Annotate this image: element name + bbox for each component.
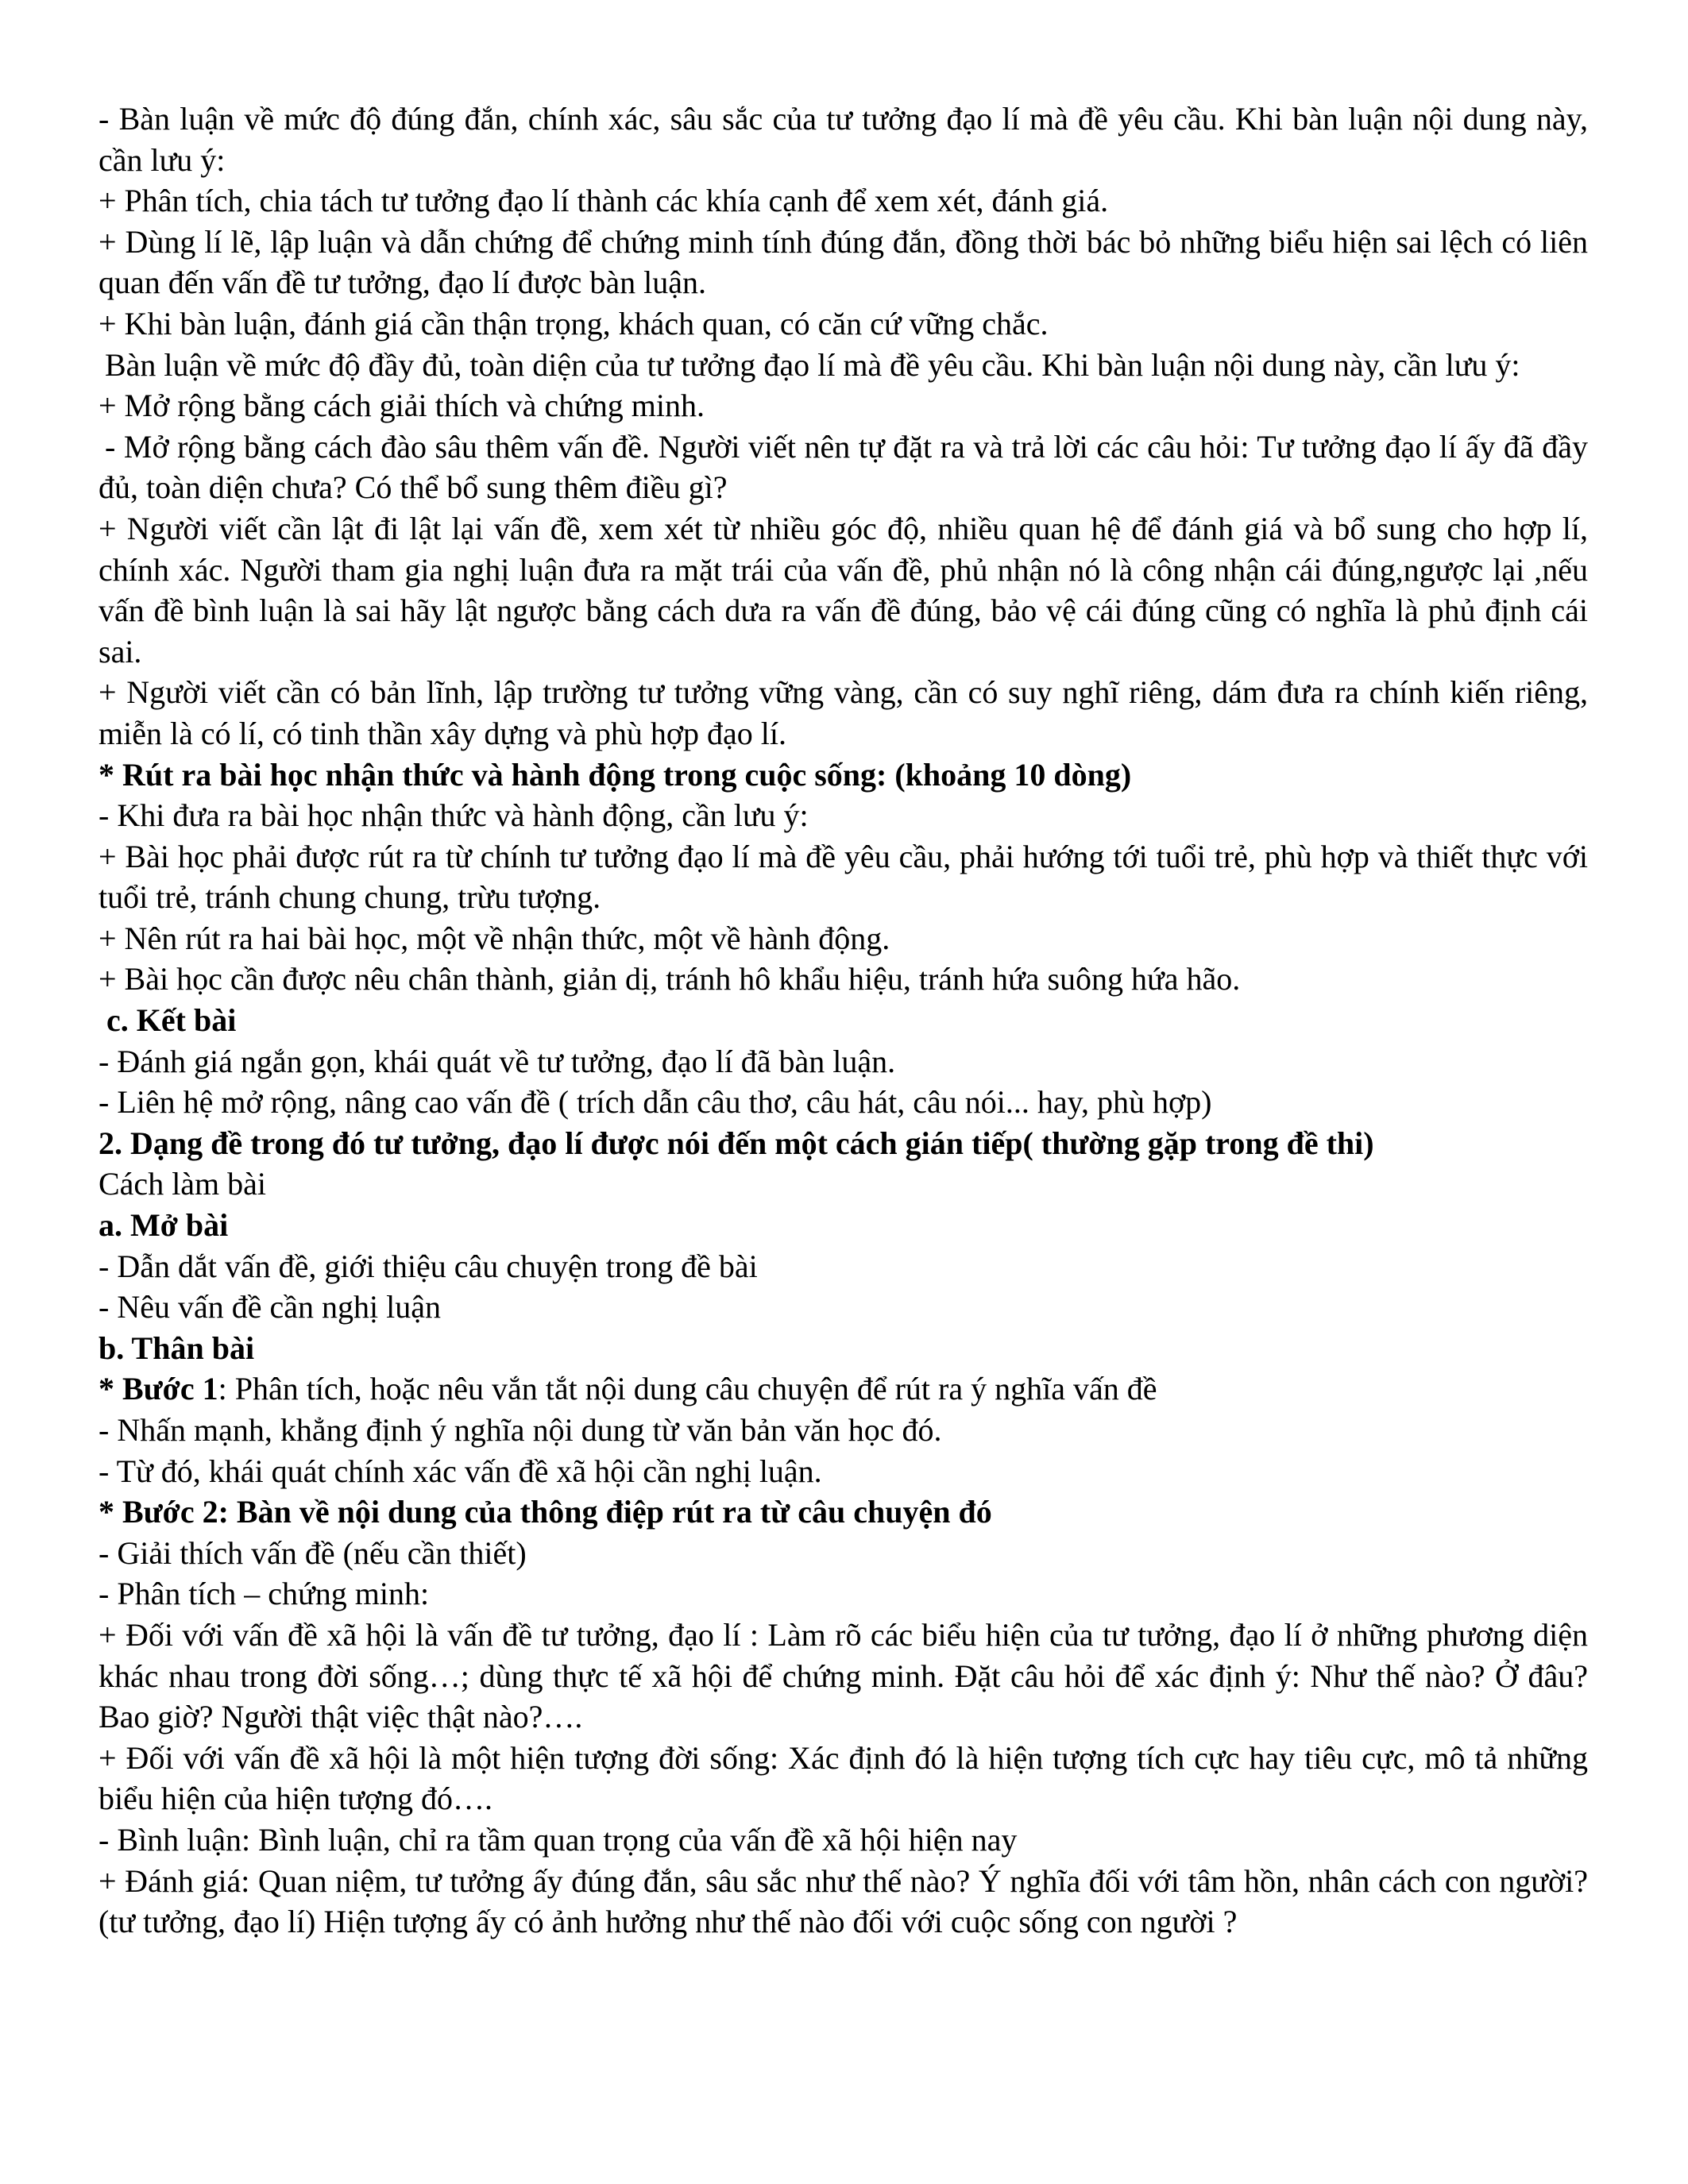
paragraph-mo-rong-giai-thich: + Mở rộng bằng cách giải thích và chứng minh.: [98, 388, 705, 424]
paragraph-chan-thanh: + Bài học cần được nêu chân thành, giản dị, tránh hô khẩu hiệu, tránh hứa suông hứa hão.: [98, 961, 1241, 997]
paragraph-hien-tuong-doi-song: + Đối với vấn đề xã hội là một hiện tượng đời sống: Xác định đó là hiện tượng tích cực hay tiêu cực, mô tả những biểu hiện của hiện tượng đó….: [98, 1739, 1588, 1817]
paragraph-buoc-1: [98, 1368, 1588, 1410]
paragraph-dung-li-le: + Dùng lí lẽ, lập luận và dẫn chứng để chứng minh tính đúng đắn, đồng thời bác bỏ những biểu hiện sai lệch có liên quan đến vấn đề tư tưởng, đạo lí được bàn luận.: [98, 223, 1588, 301]
paragraph-cach-lam-bai: Cách làm bài: [98, 1166, 267, 1202]
paragraph-giai-thich: - Giải thích vấn đề (nếu cần thiết): [98, 1534, 527, 1571]
heading-than-bai: b. Thân bài: [98, 1329, 255, 1366]
heading-mo-bai: a. Mở bài: [98, 1207, 229, 1244]
paragraph-ban-luan-day-du: Bàn luận về mức độ đầy đủ, toàn diện của tư tưởng đạo lí mà đề yêu cầu. Khi bàn luận nội dung này, cần lưu ý:: [105, 346, 1520, 383]
heading-dang-de-gian-tiep: 2. Dạng đề trong đó tư tưởng, đạo lí được nói đến một cách gián tiếp( thường gặp trong đề thi): [98, 1125, 1374, 1161]
paragraph-than-trong: + Khi bàn luận, đánh giá cần thận trọng, khách quan, có căn cứ vững chắc.: [98, 305, 1049, 341]
paragraph-lat-di-lat-lai: + Người viết cần lật đi lật lại vấn đề, xem xét từ nhiều góc độ, nhiều quan hệ để đánh giá và bổ sung cho hợp lí, chính xác. Người tham gia nghị luận đưa ra mặt trái của vấn đề, phủ nhận nó là công nhận cái đúng,ngược lại ,nếu vấn đề bình luận là sai hãy lật ngược bằng cách dưa ra vấn đề đúng, bảo vệ cái đúng cũng có nghĩa là phủ định cái sai.: [98, 510, 1588, 669]
paragraph-ban-luan-dung-dan: - Bàn luận về mức độ đúng đắn, chính xác, sâu sắc của tư tưởng đạo lí mà đề yêu cầu. Khi bàn luận nội dung này, cần lưu ý:: [98, 101, 1588, 178]
text-buoc-1: : Phân tích, hoặc nêu vắn tắt nội dung câu chuyện để rút ra ý nghĩa vấn đề: [218, 1371, 1157, 1407]
paragraph-khi-dua-ra-bai-hoc: - Khi đưa ra bài học nhận thức và hành động, cần lưu ý:: [98, 797, 809, 834]
paragraph-tu-tuong-dao-li: + Đối với vấn đề xã hội là vấn đề tư tưởng, đạo lí : Làm rõ các biểu hiện của tư tưởng, đạo lí ở những phương diện khác nhau trong đời sống…; dùng thực tế xã hội để chứng minh. Đặt câu hỏi để xác định ý: Như thế nào? Ở đâu? Bao giờ? Người thật việc thật nào?….: [98, 1616, 1588, 1735]
paragraph-hai-bai-hoc: + Nên rút ra hai bài học, một về nhận thức, một về hành động.: [98, 920, 890, 956]
paragraph-ban-linh: + Người viết cần có bản lĩnh, lập trường tư tưởng vững vàng, cần có suy nghĩ riêng, dám đưa ra chính kiến riêng, miễn là có lí, có tinh thần xây dựng và phù hợp đạo lí.: [98, 674, 1588, 751]
label-buoc-1: * Bước 1: [98, 1371, 218, 1407]
paragraph-phan-tich: + Phân tích, chia tách tư tưởng đạo lí thành các khía cạnh để xem xét, đánh giá.: [98, 183, 1109, 219]
paragraph-khai-quat: - Từ đó, khái quát chính xác vấn đề xã hội cần nghị luận.: [98, 1453, 822, 1489]
paragraph-nhan-manh: - Nhấn mạnh, khẳng định ý nghĩa nội dung từ văn bản văn học đó.: [98, 1412, 942, 1448]
heading-buoc-2: * Bước 2: Bàn về nội dung của thông điệp rút ra từ câu chuyện đó: [98, 1494, 992, 1530]
paragraph-danh-gia-quan-niem: + Đánh giá: Quan niệm, tư tưởng ấy đúng đắn, sâu sắc như thế nào? Ý nghĩa đối với tâm hồn, nhân cách con người? (tư tưởng, đạo lí) Hiện tượng ấy có ảnh hưởng như thế nào đối với cuộc sống con người ?: [98, 1862, 1588, 1940]
paragraph-bai-hoc-rut-ra: + Bài học phải được rút ra từ chính tư tưởng đạo lí mà đề yêu cầu, phải hướng tới tuổi trẻ, phù hợp và thiết thực với tuổi trẻ, tránh chung chung, trừu tượng.: [98, 838, 1588, 916]
heading-rut-ra-bai-hoc: * Rút ra bài học nhận thức và hành động trong cuộc sống: (khoảng 10 dòng): [98, 756, 1132, 793]
paragraph-danh-gia-ngan-gon: - Đánh giá ngắn gọn, khái quát về tư tưởng, đạo lí đã bàn luận.: [98, 1043, 896, 1079]
paragraph-binh-luan: - Bình luận: Bình luận, chỉ ra tầm quan trọng của vấn đề xã hội hiện nay: [98, 1821, 1018, 1858]
document-page: [98, 98, 1588, 1943]
paragraph-dan-dat: - Dẫn dắt vấn đề, giới thiệu câu chuyện trong đề bài: [98, 1248, 758, 1284]
paragraph-phan-tich-chung-minh: - Phân tích – chứng minh:: [98, 1576, 430, 1612]
paragraph-mo-rong-dao-sau: - Mở rộng bằng cách đào sâu thêm vấn đề. Người viết nên tự đặt ra và trả lời các câu hỏi: Tư tưởng đạo lí ấy đã đầy đủ, toàn diện chưa? Có thể bổ sung thêm điều gì?: [98, 428, 1588, 506]
paragraph-neu-van-de: - Nêu vấn đề cần nghị luận: [98, 1289, 441, 1325]
heading-ket-bai: c. Kết bài: [106, 1002, 237, 1039]
paragraph-lien-he-mo-rong: - Liên hệ mở rộng, nâng cao vấn đề ( trích dẫn câu thơ, câu hát, câu nói... hay, phù hợp): [98, 1084, 1212, 1121]
